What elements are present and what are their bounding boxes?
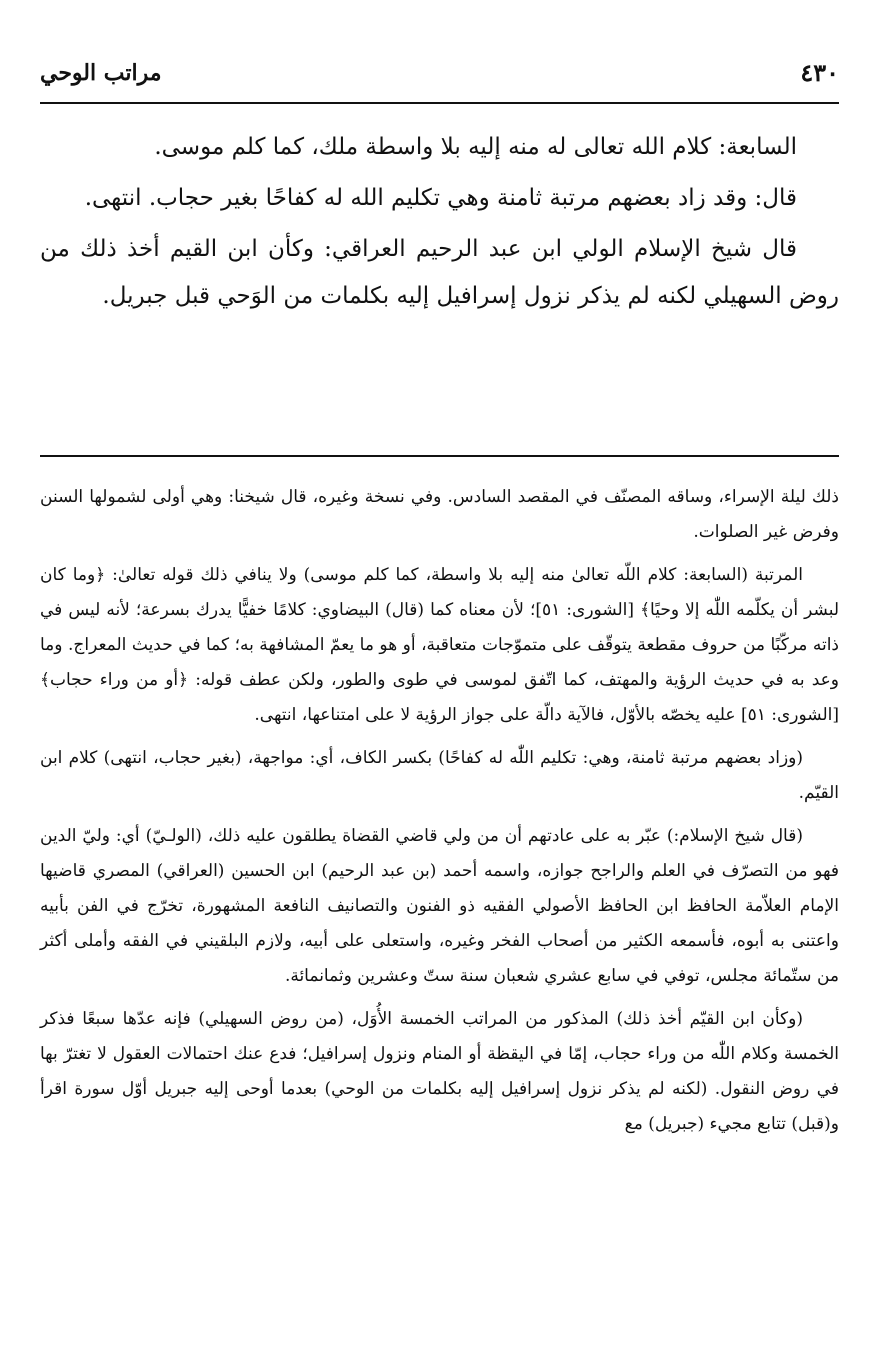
commentary-paragraph-4: (قال شيخ الإسلام:) عبّر به على عادتهم أن من ولي قاضي القضاة يطلقون عليه ذلك، (الولـيّ) أي: وليّ الدين فهو من التصرّف في العلم والراجح جوازه، واسمه أحمد (بن عبد الرحيم) ابن الحسين (العراقي) المصري قاضيها الإمام العلاّمة الحافظ ابن الحافظ الأصولي الفقيه ذو الفنون والتصانيف النافعة المشهورة، تخرّج في الفن بأبيه واعتنى به أبوه، فأسمعه الكثير من أصحاب الفخر وغيره، واستعلى على أبيه، ولازم البلقيني في الفقه وأملى أكثر من ستّمائة مجلس، توفي في سابع عشري شعبان سنة ستّ وعشرين وثمانمائة. (40, 826, 839, 986)
main-paragraph-2: قال: وقد زاد بعضهم مرتبة ثامنة وهي تكليم الله له كفاحًا بغير حجاب. انتهى. (84, 185, 797, 211)
separator-rule (40, 455, 839, 457)
commentary-paragraph-2: المرتبة (السابعة: كلام اللّه تعالىٰ منه إليه بلا واسطة، كما كلم موسى) ولا ينافي ذلك قوله تعالىٰ: ﴿وما كان لبشر أن يكلّمه اللّٰه إلا وحيًا﴾ [الشورى: ٥١]؛ لأن معناه كما (قال) البيضاوي: كلامًا خفيًّا يدرك بسرعة؛ لأنه ليس في ذاته مركّبًا من حروف مقطعة يتوقّف على متموّجات متعاقبة، أو هو ما يعمّ المشافهة به؛ كما في حديث المعراج. وما وعد به في حديث الرؤية والمهتف، كما اتّفق لموسى في طوى والطور، ولكن عطف قوله: ﴿أو من وراء حجاب﴾ [الشورى: ٥١] عليه يخصّه بالأوّل، فالآية دالّة على جواز الرؤية لا على امتناعها، انتهى. (40, 565, 840, 725)
page-number: ٤٣٠ (800, 58, 839, 87)
page-header (40, 58, 839, 104)
commentary (40, 480, 839, 1150)
main-paragraph-1: السابعة: كلام الله تعالى له منه إليه بلا واسطة ملك، كما كلم موسى. (154, 134, 797, 160)
main-text (40, 124, 839, 324)
commentary-paragraph-3: (وزاد بعضهم مرتبة ثامنة، وهي: تكليم اللّٰه له كفاحًا) بكسر الكاف، أي: مواجهة، (بغير حجاب، انتهى) كلام ابن القيّم. (40, 748, 839, 803)
main-paragraph-3: قال شيخ الإسلام الولي ابن عبد الرحيم العراقي: وكأن ابن القيم أخذ ذلك من روض السهيلي لكنه لم يذكر نزول إسرافيل إليه بكلمات من الوَحي قبل جبريل. (40, 236, 839, 309)
commentary-paragraph-1: ذلك ليلة الإسراء، وساقه المصنّف في المقصد السادس. وفي نسخة وغيره، قال شيخنا: وهي أولى لشمولها السنن وفرض غير الصلوات. (40, 487, 839, 542)
commentary-paragraph-5: (وكأن ابن القيّم أخذ ذلك) المذكور من المراتب الخمسة الأُوَل، (من روض السهيلي) فإنه عدّها سبعًا فذكر الخمسة وكلام اللّٰه من وراء حجاب، إمّا في اليقظة أو المنام ونزول إسرافيل؛ فدع عنك احتمالات العقول لا تغترّ بها في روض النقول. (لكنه لم يذكر نزول إسرافيل إليه بكلمات من الوحي) بعدما أوحى إليه جبريل أوّل سورة اقرأ و(قبل) تتابع مجيء (جبريل) مع (40, 1009, 839, 1134)
running-title: مراتب الوحي (40, 60, 162, 86)
